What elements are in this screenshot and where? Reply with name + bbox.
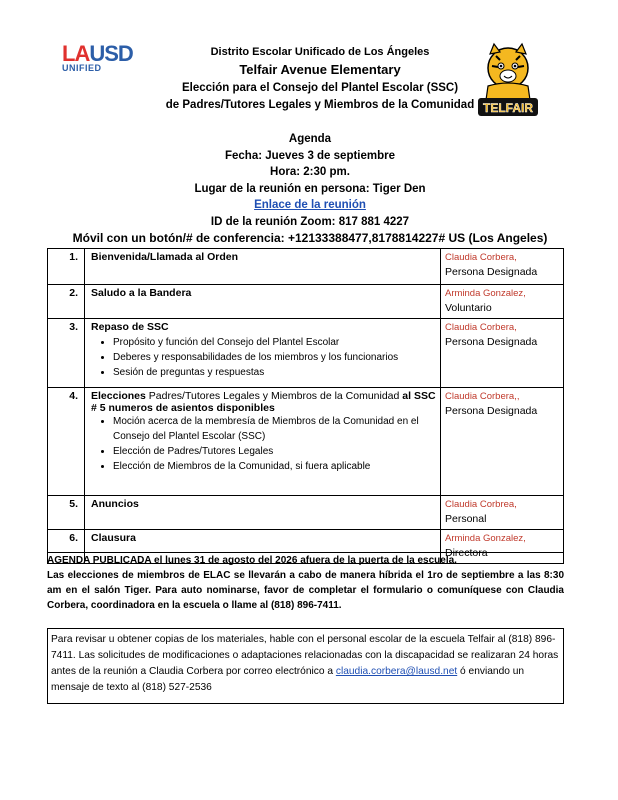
meeting-details — [40, 131, 580, 247]
presenter-role: Persona Designada — [445, 266, 538, 278]
bullet: • Deberes y responsabilidades de los miembros y los funcionarios — [113, 350, 436, 365]
election-title-line1: Elección para el Consejo del Plantel Escolar (SSC) — [181, 82, 459, 94]
item-bullets — [91, 414, 436, 474]
election-title-line2: de Padres/Tutores Legales y Miembros de la Comunidad — [165, 99, 475, 111]
footer-text: Para revisar u obtener copias de los materiales, hable con el personal escolar de la escuela Telfair al (818) 896-7411. Las solicitudes de modificaciones o adaptaciones relacionadas con la discapacidad se realizaran 24 horas antes de la reunión a Claudia Corbera por correo electrónico a — [51, 634, 559, 677]
item-title: Bienvenida/Llamada al Orden — [91, 251, 239, 263]
presenter-name: Claudia Corbera, — [445, 322, 517, 333]
item-bullets — [91, 335, 436, 380]
presenter-name: Claudia Corbera,, — [445, 391, 520, 402]
elac-election-text: Las elecciones de miembros de ELAC se llevarán a cabo de manera híbrida el 1ro de septiembre a las 8:30 am en el salón Tiger. Para auto nominarse, favor de completar el formulario o comuníquese con Claudia Corbera, coordinadora en la escuela o llame al (818) 896-7411. — [47, 570, 564, 611]
posting-notice — [47, 552, 564, 627]
agenda-row — [48, 285, 564, 319]
presenter-role: Personal — [445, 513, 487, 525]
agenda-row — [48, 388, 564, 496]
presenter-role: Directora — [445, 547, 488, 559]
item-title: Saludo a la Bandera — [91, 287, 192, 299]
posted-date-text: AGENDA PUBLICADA el lunes 31 de agosto del 2026 afuera de la puerta de la escuela. — [47, 555, 457, 566]
contact-email-link[interactable]: claudia.corbera@lausd.net — [335, 666, 458, 677]
lausd-logo: LAUSD UNIFIED — [62, 41, 133, 73]
bullet: • Propósito y función del Consejo del Plantel Escolar — [113, 335, 436, 350]
tiger-logo-text: TELFAIR — [483, 101, 533, 115]
item-title: Anuncios — [91, 498, 139, 510]
bullet: • Elección de Miembros de la Comunidad, si fuera aplicable — [113, 459, 436, 474]
agenda-row — [48, 249, 564, 285]
school-name: Telfair Avenue Elementary — [239, 62, 401, 77]
meeting-place: Lugar de la reunión en persona: Tiger Den — [194, 182, 426, 195]
meeting-date: Fecha: Jueves 3 de septiembre — [224, 149, 396, 162]
item-number: 3. — [48, 319, 85, 388]
bullet: • Sesión de preguntas y respuestas — [113, 365, 436, 380]
meeting-time: Hora: 2:30 pm. — [270, 166, 350, 178]
district-name: Distrito Escolar Unificado de Los Ángeles — [210, 46, 430, 58]
footer-text-sms: ó enviando un mensaje de texto al (818) 527-2536 — [51, 666, 525, 693]
bullet: • Moción acerca de la membresía de Miembros de la Comunidad en el Consejo del Plantel Escolar (SSC) — [113, 414, 436, 444]
presenter-name: Claudia Corbera, — [445, 252, 517, 263]
zoom-id: ID de la reunión Zoom: 817 881 4227 — [210, 215, 410, 228]
meeting-link[interactable]: Enlace de la reunión — [254, 199, 366, 211]
agenda-row — [48, 496, 564, 530]
presenter-role: Voluntario — [445, 302, 492, 314]
item-number: 6. — [48, 530, 85, 564]
item-title: Repaso de SSC — [91, 321, 169, 333]
phone-dial-in: Móvil con un botón/# de conferencia: +12133388477,8178814227# US (Los Angeles) — [72, 231, 548, 245]
agenda-heading: Agenda — [288, 133, 332, 145]
agenda-table — [47, 248, 564, 564]
presenter-name: Claudia Corbrea, — [445, 499, 517, 510]
presenter-name: Arminda Gonzalez, — [445, 533, 526, 544]
seats-available: # 5 numeros de asientos disponibles — [91, 402, 275, 414]
agenda-row — [48, 319, 564, 388]
item-number: 2. — [48, 285, 85, 319]
accessibility-footer — [47, 628, 564, 704]
item-title: Clausura — [91, 532, 136, 544]
presenter-name: Arminda Gonzalez, — [445, 288, 526, 299]
item-number: 4. — [48, 388, 85, 496]
presenter-role: Persona Designada — [445, 336, 538, 348]
item-number: 5. — [48, 496, 85, 530]
item-number: 1. — [48, 249, 85, 285]
presenter-role: Persona Designada — [445, 405, 538, 417]
item-title: Elecciones Padres/Tutores Legales y Miembros de la Comunidad al SSC — [91, 390, 436, 402]
bullet: • Elección de Padres/Tutores Legales — [113, 444, 436, 459]
